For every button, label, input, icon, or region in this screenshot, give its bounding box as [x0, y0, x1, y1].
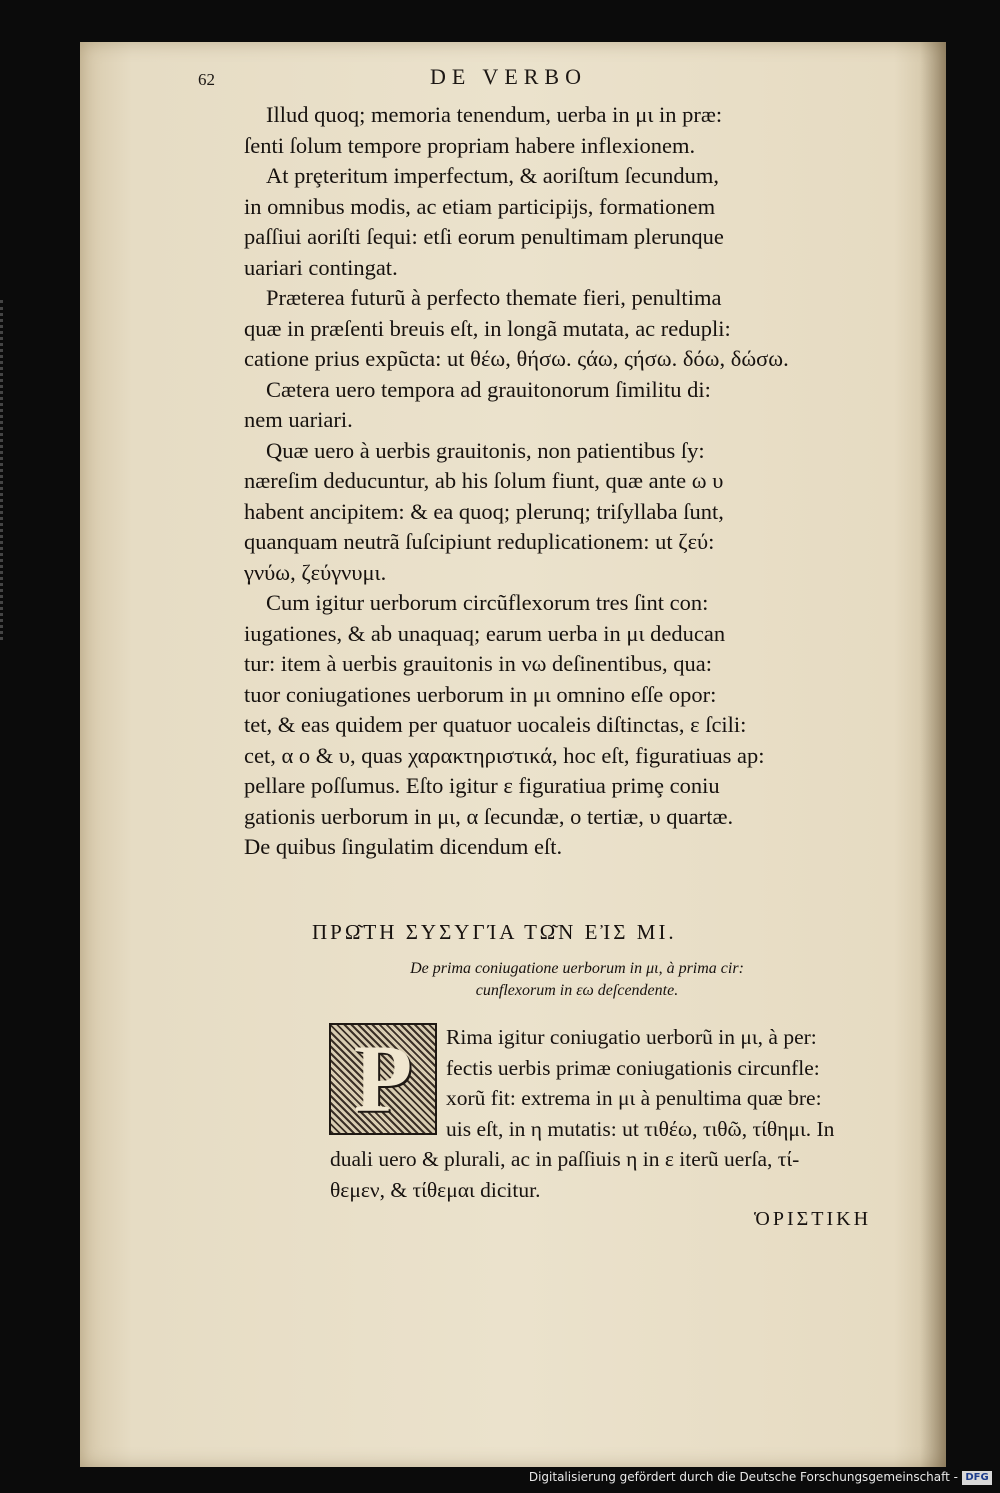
text-line: uariari contingat. — [244, 254, 398, 280]
text-line: θεμεν, & τίθεμαι dicitur. — [330, 1177, 541, 1202]
text-line: gationis uerborum in μι, α ſecundæ, ο tertiæ, υ quartæ. — [244, 803, 734, 829]
text-line: catione prius expũcta: ut θέω, θήσω. ςάω, ςήσω. δόω, δώσω. — [244, 346, 789, 371]
scan-edge-marks — [0, 300, 13, 640]
text-line: γνύω, ζεύγνυμι. — [244, 559, 387, 585]
text-line: De quibus ſingulatim dicendum eſt. — [244, 834, 563, 859]
catchword: ὉΡΙΣΤΙΚΗ — [754, 1208, 872, 1230]
page-spine-shadow — [920, 42, 946, 1467]
text-line: iugationes, & ab unaquaq; earum uerba in μι deducan — [244, 620, 726, 646]
text-line: Cætera uero tempora ad grauitonorum ſimilitu di: — [266, 376, 711, 402]
text-line: At prȩteritum imperfectum, & aoriſtum ſecundum, — [266, 163, 719, 188]
text-line: quanquam neutrã ſuſcipiunt reduplicationem: ut ζεύ: — [244, 529, 715, 554]
text-line: cet, α ο & υ, quas χαρακτηριστικά, hoc eſt, figuratiuas ap: — [244, 742, 765, 768]
text-line: habent ancipitem: & ea quoq; plerunq; triſyllaba ſunt, — [244, 498, 724, 524]
text-line: Illud quoq; memoria tenendum, uerba in μι in præ: — [266, 102, 723, 127]
text-line: pellare poſſumus. Eſto igitur ε figuratiua primȩ coniu — [244, 773, 720, 798]
text-line: Quæ uero à uerbis grauitonis, non patientibus ſy: — [266, 437, 705, 463]
decorated-initial — [329, 1023, 437, 1135]
section-heading-greek: ΠΡΩ͂ΤΗ ΣΥΣΥΓΊΑ ΤΩ͂Ν ΕἸΣ ΜΙ. — [312, 920, 677, 944]
text-line: nem uariari. — [244, 407, 353, 432]
text-line: quæ in præſenti breuis eſt, in longã mutata, ac redupli: — [244, 315, 731, 341]
paragraph-continuation — [330, 1144, 890, 1205]
page-number: 62 — [198, 70, 215, 89]
subheading-line: De prima coniugatione uerborum in μι, à prima cir: — [410, 960, 744, 977]
text-line: tuor coniugationes uerborum in μι omnino eſſe opor: — [244, 681, 717, 707]
text-line: næreſim deducuntur, ab his ſolum fiunt, quæ ante ω υ — [244, 468, 724, 493]
text-line: duali uero & plurali, ac in paſſiuis η in ε iterũ uerſa, τί- — [330, 1147, 800, 1171]
text-line: fectis uerbis primæ coniugationis circunfle: — [446, 1055, 820, 1080]
text-line: ſenti ſolum tempore propriam habere inflexionem. — [244, 132, 696, 158]
text-line: xorũ fit: extrema in μι à penultima quæ bre: — [446, 1086, 822, 1110]
initial-letter: P — [353, 1025, 413, 1132]
subheading-line: cunflexorum in εω deſcendente. — [475, 982, 679, 999]
running-head: DE VERBO — [430, 64, 587, 89]
section-subheading-latin — [342, 958, 812, 1002]
body-text — [244, 100, 834, 863]
text-line: Cum igitur uerborum circũflexorum tres ſint con: — [266, 590, 709, 615]
text-line: uis eſt, in η mutatis: ut τιθέω, τιθῶ, τίθημι. In — [446, 1116, 835, 1141]
digitization-credit: Digitalisierung gefördert durch die Deutsche Forschungsgemeinschaft - — [528, 1470, 958, 1484]
text-line: tur: item à uerbis grauitonis in νω deſinentibus, qua: — [244, 651, 713, 676]
text-line: Præterea futurũ à perfecto themate fieri, penultima — [266, 285, 722, 310]
text-line: in omnibus modis, ac etiam participijs, formationem — [244, 193, 716, 219]
drop-cap-paragraph — [446, 1022, 846, 1144]
text-line: tet, & eas quidem per quatuor uocaleis diſtinctas, ε ſcili: — [244, 712, 747, 737]
text-line: Rima igitur coniugatio uerborũ in μι, à per: — [446, 1025, 817, 1049]
text-line: paſſiui aoriſti ſequi: etſi eorum penultimam plerunque — [244, 224, 724, 249]
dfg-logo: DFG — [962, 1471, 992, 1485]
